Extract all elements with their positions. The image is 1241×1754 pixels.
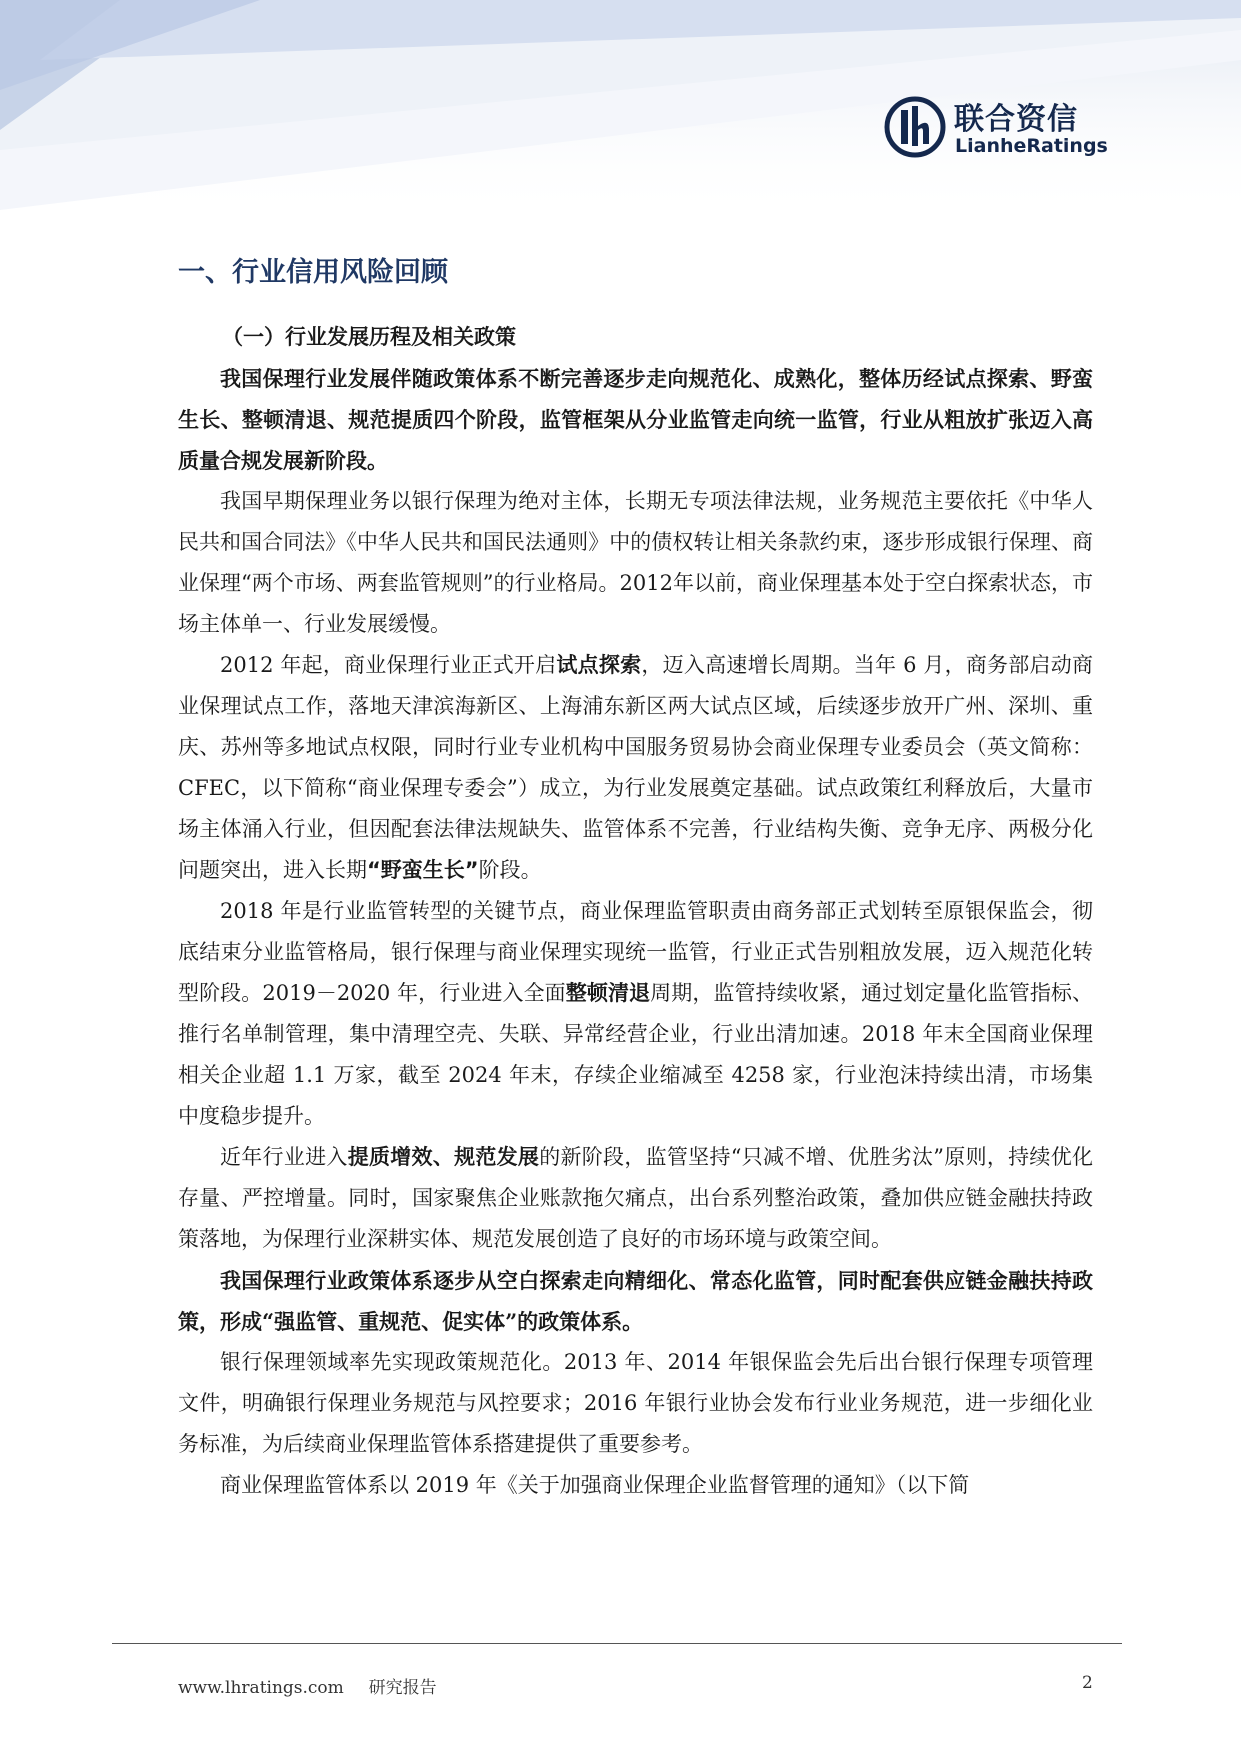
- body-paragraph: 商业保理监管体系以 2019 年《关于加强商业保理企业监督管理的通知》（以下简: [220, 1473, 970, 1497]
- paragraph-list: [178, 358, 1093, 1506]
- footer-url-link[interactable]: www.lhratings.com: [178, 1678, 344, 1698]
- company-logo: [884, 92, 1108, 162]
- subsection-title: （一）行业发展历程及相关政策: [222, 325, 516, 349]
- logo-chinese-name: 联合资信: [954, 102, 1078, 137]
- emphasis-term: “野蛮生长”: [367, 858, 479, 882]
- body-paragraph: 近年行业进入提质增效、规范发展的新阶段，监管坚持“只减不增、优胜劣汰”原则，持续优化存量、严控增量。同时，国家聚焦企业账款拖欠痛点，出台系列整治政策，叠加供应链金融扶持政策落地，为保理行业深耕实体、规范发展创造了良好的市场环境与政策空间。: [178, 1145, 1093, 1251]
- emphasis-term: 提质增效、规范发展: [347, 1145, 540, 1169]
- logo-english-name: LianheRatings: [955, 135, 1108, 157]
- body-paragraph: 2018 年是行业监管转型的关键节点，商业保理监管职责由商务部正式划转至原银保监会，彻底结束分业监管格局，银行保理与商业保理实现统一监管，行业正式告别粗放发展，迈入规范化转型阶段。2019－2020 年，行业进入全面整顿清退周期，监管持续收紧，通过划定量化监管指标、推行名单制管理，集中清理空壳、失联、异常经营企业，行业出清加速。2018 年末全国商业保理相关企业超 1.1 万家，截至 2024 年末，存续企业缩减至 4258 家，行业泡沫持续出清，市场集中度稳步提升。: [178, 899, 1094, 1128]
- section-title: 一、行业信用风险回顾: [178, 257, 448, 288]
- footer-website: [178, 1673, 437, 1698]
- footer-report-type: 研究报告: [368, 1678, 437, 1698]
- body-paragraph: 银行保理领域率先实现政策规范化。2013 年、2014 年银保监会先后出台银行保理专项管理文件，明确银行保理业务规范与风控要求；2016 年银行业协会发布行业业务规范，进一步细化业务标准，为后续商业保理监管体系搭建提供了重要参考。: [178, 1350, 1093, 1456]
- emphasis-term: 试点探索: [556, 653, 642, 677]
- lead-paragraph: 我国保理行业发展伴随政策体系不断完善逐步走向规范化、成熟化，整体历经试点探索、野蛮生长、整顿清退、规范提质四个阶段，监管框架从分业监管走向统一监管，行业从粗放扩张迈入高质量合规发展新阶段。: [178, 366, 1093, 473]
- body-paragraph: 2012 年起，商业保理行业正式开启试点探索，迈入高速增长周期。当年 6 月，商务部启动商业保理试点工作，落地天津滨海新区、上海浦东新区两大试点区域，后续逐步放开广州、深圳、重庆、苏州等多地试点权限，同时行业专业机构中国服务贸易协会商业保理专业委员会（英文简称：CFEC，以下简称“商业保理专委会”）成立，为行业发展奠定基础。试点政策红利释放后，大量市场主体涌入行业，但因配套法律法规缺失、监管体系不完善，行业结构失衡、竞争无序、两极分化问题突出，进入长期“野蛮生长”阶段。: [178, 653, 1093, 882]
- report-body: [178, 250, 1093, 1506]
- page-number: 2: [1082, 1673, 1093, 1693]
- body-paragraph: 我国早期保理业务以银行保理为绝对主体，长期无专项法律法规，业务规范主要依托《中华人民共和国合同法》《中华人民共和国民法通则》中的债权转让相关条款约束，逐步形成银行保理、商业保理“两个市场、两套监管规则”的行业格局。2012年以前，商业保理基本处于空白探索状态，市场主体单一、行业发展缓慢。: [178, 489, 1093, 636]
- footer-divider: [112, 1643, 1122, 1644]
- lianhe-logo-icon: [884, 96, 946, 158]
- lead-paragraph: 我国保理行业政策体系逐步从空白探索走向精细化、常态化监管，同时配套供应链金融扶持政策，形成“强监管、重规范、促实体”的政策体系。: [178, 1268, 1093, 1334]
- emphasis-term: 整顿清退: [565, 981, 651, 1005]
